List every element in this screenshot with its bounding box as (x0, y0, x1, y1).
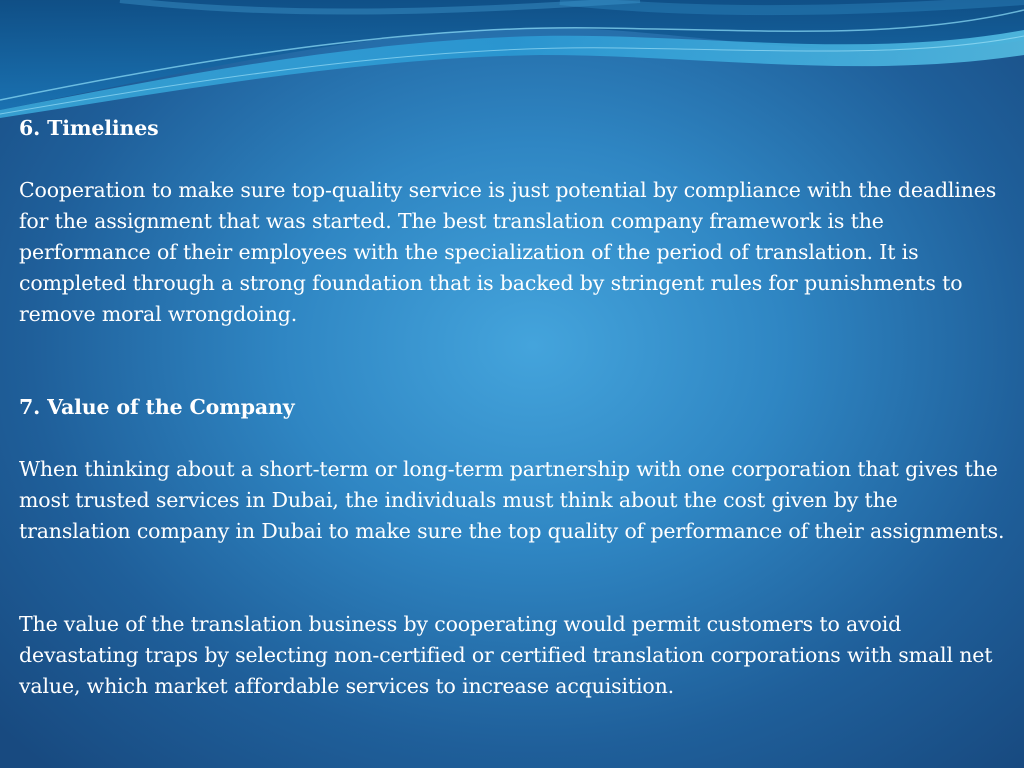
slide-content (19, 113, 1014, 702)
spacer (19, 330, 1014, 392)
section-body-timelines: Cooperation to make sure top-quality service is just potential by compliance with the deadlines for the assignment that was started. The best translation company framework is the performance of their employees with the specialization of the period of translation. It is completed through a strong foundation that is backed by stringent rules for punishments to remove moral wrongdoing. (19, 178, 997, 326)
spacer (19, 423, 1014, 454)
section-heading-timelines: 6. Timelines (19, 116, 159, 140)
section-body-value-2: The value of the translation business by cooperating would permit customers to avoid devastating traps by selecting non-certified or certified translation corporations with small net value, which market affordable services to increase acquisition. (19, 612, 993, 698)
spacer (19, 144, 1014, 175)
wave-decoration (0, 0, 1024, 120)
section-body-value: When thinking about a short-term or long-term partnership with one corporation that gives the most trusted services in Dubai, the individuals must think about the cost given by the translation company in Dubai to make sure the top quality of performance of their assignments. (19, 457, 1005, 543)
section-heading-value: 7. Value of the Company (19, 395, 295, 419)
spacer (19, 547, 1014, 609)
